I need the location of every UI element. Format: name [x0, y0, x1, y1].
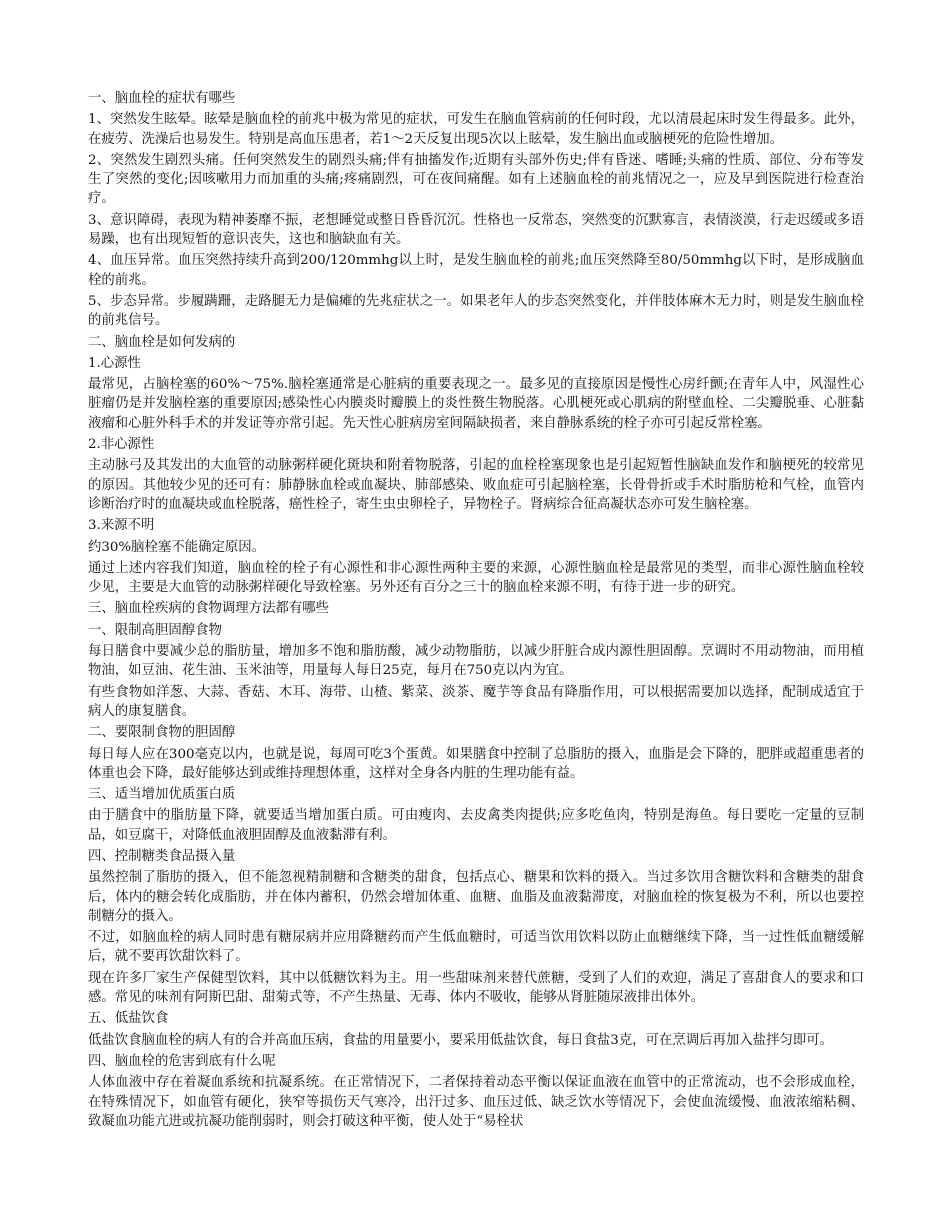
- paragraph: 有些食物如洋葱、大蒜、香菇、木耳、海带、山楂、紫菜、淡茶、魔芋等食品有降脂作用，可以根据需要加以选择，配制成适宜于病人的康复膳食。: [88, 684, 864, 719]
- sub-heading: 二、要限制食物的胆固醇: [88, 725, 236, 741]
- section-heading: 二、脑血栓是如何发病的: [88, 334, 236, 350]
- paragraph: 人体血液中存在着凝血系统和抗凝系统。在正常情况下，二者保持着动态平衡以保证血液在血管中的正常流动，也不会形成血栓，在特殊情况下，如血管有硬化，狭窄等损伤天气寒冷，出汗过多、血压过低、缺乏饮水等情况下，会使血流缓慢、血液浓缩粘稠、致凝血功能亢进或抗凝功能削弱时，则会打破这种平衡，使人处于“易栓状: [88, 1075, 864, 1129]
- paragraph: 4、血压异常。血压突然持续升高到200/120mmhg以上时，是发生脑血栓的前兆;血压突然降至80/50mmhg以下时，是形成脑血栓的前兆。: [88, 253, 864, 288]
- paragraph: 约30%脑栓塞不能确定原因。: [88, 539, 266, 555]
- sub-heading: 一、限制高胆固醇食物: [88, 622, 222, 638]
- sub-heading: 3.来源不明: [88, 518, 155, 534]
- paragraph: 1、突然发生眩晕。眩晕是脑血栓的前兆中极为常见的症状，可发生在脑血管病前的任何时段，尤以清晨起床时发生得最多。此外，在疲劳、洗澡后也易发生。特别是高血压患者，若1～2天反复出现5次以上眩晕，发生脑出血或脑梗死的危险性增加。: [88, 112, 864, 147]
- document-body: [88, 89, 864, 1133]
- paragraph: 2、突然发生剧烈头痛。任何突然发生的剧烈头痛;伴有抽搐发作;近期有头部外伤史;伴有昏迷、嗜睡;头痛的性质、部位、分布等发生了突然的变化;因咳嗽用力而加重的头痛;疼痛剧烈，可在夜间痛醒。如有上述脑血栓的前兆情况之一，应及早到医院进行检查治疗。: [88, 152, 864, 207]
- section-heading: 四、脑血栓的危害到底有什么呢: [88, 1053, 276, 1069]
- paragraph: 主动脉弓及其发出的大血管的动脉粥样硬化斑块和附着物脱落，引起的血栓栓塞现象也是引起短暂性脑缺血发作和脑梗死的较常见的原因。其他较少见的还可有：肺静脉血栓或血凝块、肺部感染、败血症可引起脑栓塞，长骨骨折或手术时脂肪枪和气栓，血管内诊断治疗时的血凝块或血栓脱落，癌性栓子，寄生虫虫卵栓子，异物栓子。肾病综合征高凝状态亦可发生脑栓塞。: [88, 458, 864, 512]
- paragraph: 现在许多厂家生产保健型饮料，其中以低糖饮料为主。用一些甜味剂来替代蔗糖，受到了人们的欢迎，满足了喜甜食人的要求和口感。常见的味剂有阿斯巴甜、甜菊式等，不产生热量、无毒、体内不吸收，能够从肾脏随尿液排出体外。: [88, 970, 864, 1006]
- section-heading: 一、脑血栓的症状有哪些: [88, 91, 236, 106]
- sub-heading: 五、低盐饮食: [88, 1011, 169, 1027]
- paragraph: 5、步态异常。步履蹒跚，走路腿无力是偏瘫的先兆症状之一。如果老年人的步态突然变化，并伴肢体麻木无力时，则是发生脑血栓的前兆信号。: [88, 293, 864, 329]
- paragraph: 每日膳食中要减少总的脂肪量，增加多不饱和脂肪酸，减少动物脂肪，以减少肝脏合成内源性胆固醇。烹调时不用动物油，而用植物油，如豆油、花生油、玉米油等，用量每人每日25克，每月在750克以内为宜。: [88, 644, 864, 679]
- paragraph: 最常见，占脑栓塞的60%～75%.脑栓塞通常是心脏病的重要表现之一。最多见的直接原因是慢性心房纤颤;在青年人中，风湿性心脏瘤仍是并发脑栓塞的重要原因;感染性心内膜炎时瓣膜上的炎性赘生物脱落。心肌梗死或心肌病的附壁血栓、二尖瓣脱垂、心脏黏液瘤和心脏外科手术的并发证等亦常引起。先天性心脏病房室间隔缺损者，来自静脉系统的栓子亦可引起反常栓塞。: [88, 377, 864, 431]
- paragraph: 由于膳食中的脂肪量下降，就要适当增加蛋白质。可由瘦肉、去皮禽类肉提供;应多吃鱼肉，特别是海鱼。每日要吃一定量的豆制品，如豆腐干，对降低血液胆固醇及血液黏滞有利。: [88, 808, 864, 843]
- paragraph: 低盐饮食脑血栓的病人有的合并高血压病，食盐的用量要小，要采用低盐饮食，每日食盐3克，可在烹调后再加入盐拌匀即可。: [88, 1032, 833, 1048]
- sub-heading: 四、控制糖类食品摄入量: [88, 848, 236, 864]
- sub-heading: 1.心源性: [88, 355, 141, 371]
- sub-heading: 三、适当增加优质蛋白质: [88, 787, 236, 803]
- section-heading: 三、脑血栓疾病的食物调理方法都有哪些: [88, 601, 330, 617]
- paragraph: 3、意识障碍，表现为精神萎靡不振，老想睡觉或整日昏昏沉沉。性格也一反常态，突然变的沉默寡言，表情淡漠，行走迟缓或多语易躁，也有出现短暂的意识丧失，这也和脑缺血有关。: [88, 212, 864, 248]
- sub-heading: 2.非心源性: [88, 437, 155, 453]
- paragraph: 通过上述内容我们知道，脑血栓的栓子有心源性和非心源性两种主要的来源，心源性脑血栓是最常见的类型，而非心源性脑血栓较少见，主要是大血管的动脉粥样硬化导致栓塞。另外还有百分之三十的脑血栓来源不明，有待于进一步的研究。: [88, 560, 864, 596]
- paragraph: 每日每人应在300毫克以内，也就是说，每周可吃3个蛋黄。如果膳食中控制了总脂肪的摄入，血脂是会下降的，肥胖或超重患者的体重也会下降，最好能够达到或维持理想体重，这样对全身各内脏的生理功能有益。: [88, 746, 864, 781]
- paragraph: 不过，如脑血栓的病人同时患有糖尿病并应用降糖药而产生低血糖时，可适当饮用饮料以防止血糖继续下降，当一过性低血糖缓解后，就不要再饮甜饮料了。: [88, 930, 864, 965]
- paragraph: 虽然控制了脂肪的摄入，但不能忽视精制糖和含糖类的甜食，包括点心、糖果和饮料的摄入。当过多饮用含糖饮料和含糖类的甜食后，体内的糖会转化成脂肪，并在体内蓄积，仍然会增加体重、血糖、血脂及血液黏滞度，对脑血栓的恢复极为不利，所以也要控制糖分的摄入。: [88, 870, 864, 924]
